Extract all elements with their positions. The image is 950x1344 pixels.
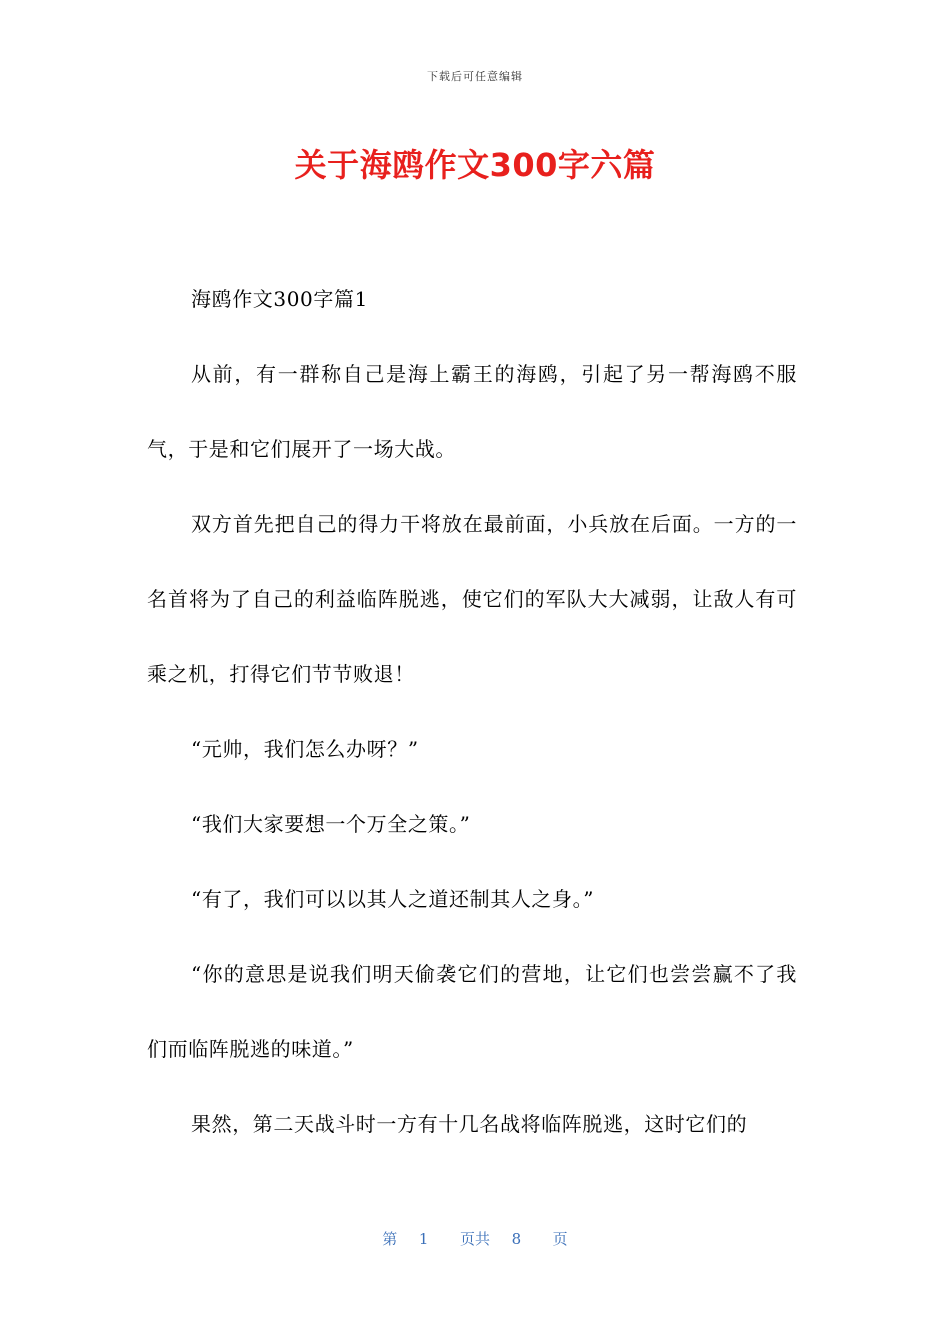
paragraph: “你的意思是说我们明天偷袭它们的营地，让它们也尝尝赢不了我们而临阵脱逃的味道。”: [147, 962, 797, 1061]
paragraph: 果然，第二天战斗时一方有十几名战将临阵脱逃，这时它们的: [191, 1112, 748, 1136]
document-body: [147, 262, 797, 1162]
paragraph: “有了，我们可以以其人之道还制其人之身。”: [191, 887, 595, 911]
page-footer: [0, 1228, 950, 1249]
footer-suffix: 页: [552, 1230, 568, 1248]
header-note: 下载后可任意编辑: [427, 70, 523, 83]
paragraph: “元帅，我们怎么办呀？”: [191, 737, 419, 761]
total-pages: 8: [511, 1230, 522, 1248]
footer-middle: 页共: [459, 1230, 490, 1248]
paragraph: 双方首先把自己的得力干将放在最前面，小兵放在后面。一方的一名首将为了自己的利益临阵脱逃，使它们的军队大大减弱，让敌人有可乘之机，打得它们节节败退！: [147, 512, 797, 686]
document-title: 关于海鸥作文300字六篇: [294, 146, 656, 184]
paragraph: “我们大家要想一个万全之策。”: [191, 812, 471, 836]
current-page-number: 1: [418, 1230, 429, 1248]
footer-prefix: 第: [382, 1230, 398, 1248]
paragraph: 从前，有一群称自己是海上霸王的海鸥，引起了另一帮海鸥不服气，于是和它们展开了一场大战。: [147, 362, 797, 461]
section-heading: 海鸥作文300字篇1: [191, 287, 368, 311]
